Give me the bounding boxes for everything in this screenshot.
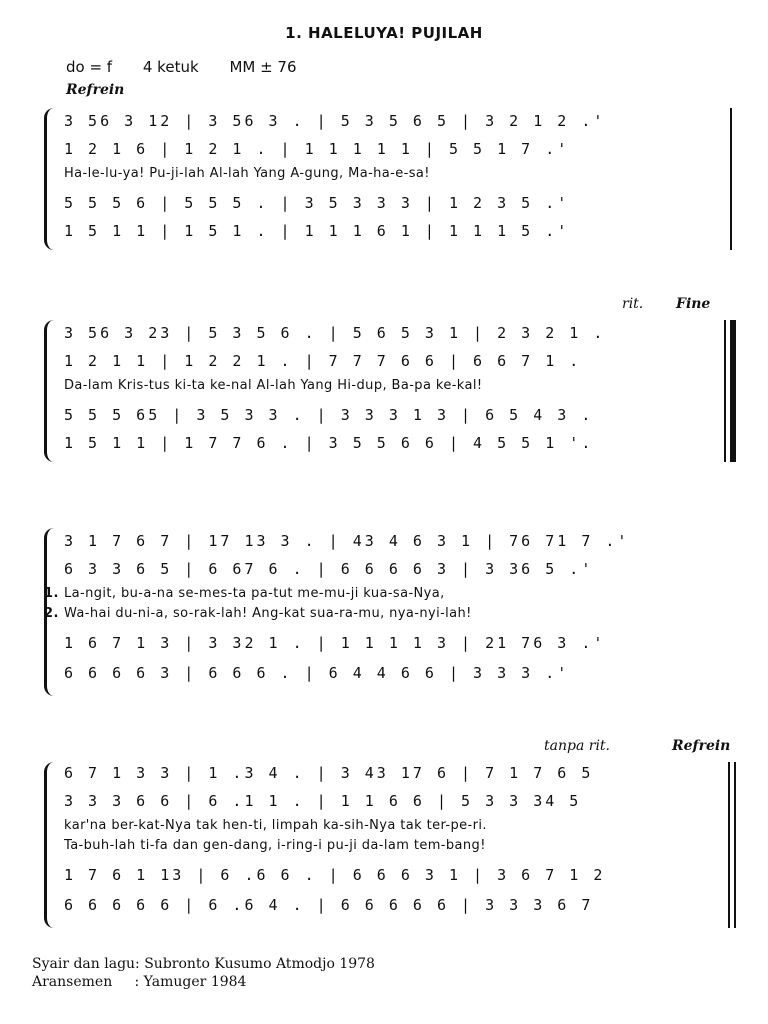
lyric-line-verse-2 [44,606,472,621]
double-bar-2 [734,762,736,928]
notes-line: 6 6 6 6 3 | 6 6 6 . | 6 4 4 6 6 | 3 3 3 .' [64,664,570,682]
notes-line: 3 1 7 6 7 | 17 13 3 . | 43 4 6 3 1 | 76 71 7 .' [64,532,630,550]
key-signature: do = f [66,58,113,76]
rit-mark: rit. [622,296,644,312]
lyric-text: Wa-hai du-ni-a, so-rak-lah! Ang-kat sua-ra-mu, nya-nyi-lah! [64,606,472,621]
lyric-line-verse-1 [44,586,445,601]
notes-line: 1 2 1 1 | 1 2 2 1 . | 7 7 7 6 6 | 6 6 7 1 . [64,352,582,370]
score-system-3 [44,528,744,696]
notes-line: 1 5 1 1 | 1 7 7 6 . | 3 5 5 6 6 | 4 5 5 1 '. [64,434,594,452]
final-bar-thick [730,320,736,462]
notes-line: 5 5 5 65 | 3 5 3 3 . | 3 3 3 1 3 | 6 5 4 3 . [64,406,594,424]
notes-line: 6 3 3 6 5 | 6 67 6 . | 6 6 6 6 3 | 3 36 5 .' [64,560,594,578]
tanpa-rit-mark: tanpa rit. [544,738,610,754]
notes-line: 5 5 5 6 | 5 5 5 . | 3 5 3 3 3 | 1 2 3 5 .' [64,194,570,212]
lyric-text: La-ngit, bu-a-na se-mes-ta pa-tut me-mu-ji kua-sa-Nya, [64,586,445,601]
lyric-line: Da-lam Kris-tus ki-ta ke-nal Al-lah Yang Hi-dup, Ba-pa ke-kal! [64,378,483,393]
notes-line: 1 2 1 6 | 1 2 1 . | 1 1 1 1 1 | 5 5 1 7 .' [64,140,570,158]
system-brace [44,108,54,250]
system-brace [44,762,54,928]
hymn-title: 1. HALELUYA! PUJILAH [285,24,483,42]
system-brace [44,320,54,462]
final-bar-thin [724,320,726,462]
beat-count: 4 ketuk [142,58,199,76]
score-system-2 [44,320,744,462]
fine-mark: Fine [676,296,711,312]
double-bar-1 [728,762,730,928]
notes-line: 1 6 7 1 3 | 3 32 1 . | 1 1 1 1 3 | 21 76 3 .' [64,634,606,652]
refrein-label: Refrein [66,82,125,98]
lyric-line: Ha-le-lu-ya! Pu-ji-lah Al-lah Yang A-gung, Ma-ha-e-sa! [64,166,430,181]
notes-line: 3 3 3 6 6 | 6 .1 1 . | 1 1 6 6 | 5 3 3 34 5 [64,792,582,810]
tempo-mark: MM ± 76 [229,58,297,76]
lyric-line: Ta-buh-lah ti-fa dan gen-dang, i-ring-i pu-ji da-lam tem-bang! [64,838,486,853]
score-system-4 [44,762,744,928]
notes-line: 6 7 1 3 3 | 1 .3 4 . | 3 43 17 6 | 7 1 7 6 5 [64,764,594,782]
verse-number: 1. [44,586,59,601]
notes-line: 1 5 1 1 | 1 5 1 . | 1 1 1 6 1 | 1 1 1 5 .' [64,222,570,240]
credits-lyrics-music: Syair dan lagu: Subronto Kusumo Atmodjo 1978 [32,956,375,972]
notes-line: 3 56 3 23 | 5 3 5 6 . | 5 6 5 3 1 | 2 3 2 1 . [64,324,606,342]
score-system-1 [44,108,744,250]
notes-line: 1 7 6 1 13 | 6 .6 6 . | 6 6 6 3 1 | 3 6 7 1 2 [64,866,606,884]
credits-arrangement: Aransemen : Yamuger 1984 [32,974,247,990]
tempo-info [66,58,323,76]
lyric-line: kar'na ber-kat-Nya tak hen-ti, limpah ka-sih-Nya tak ter-pe-ri. [64,818,487,833]
refrein-jump-mark: Refrein [672,738,731,754]
notes-line: 6 6 6 6 6 | 6 .6 4 . | 6 6 6 6 6 | 3 3 3 6 7 [64,896,594,914]
notes-line: 3 56 3 12 | 3 56 3 . | 5 3 5 6 5 | 3 2 1 2 .' [64,112,606,130]
bar-line [730,108,732,250]
verse-number: 2. [44,606,59,621]
